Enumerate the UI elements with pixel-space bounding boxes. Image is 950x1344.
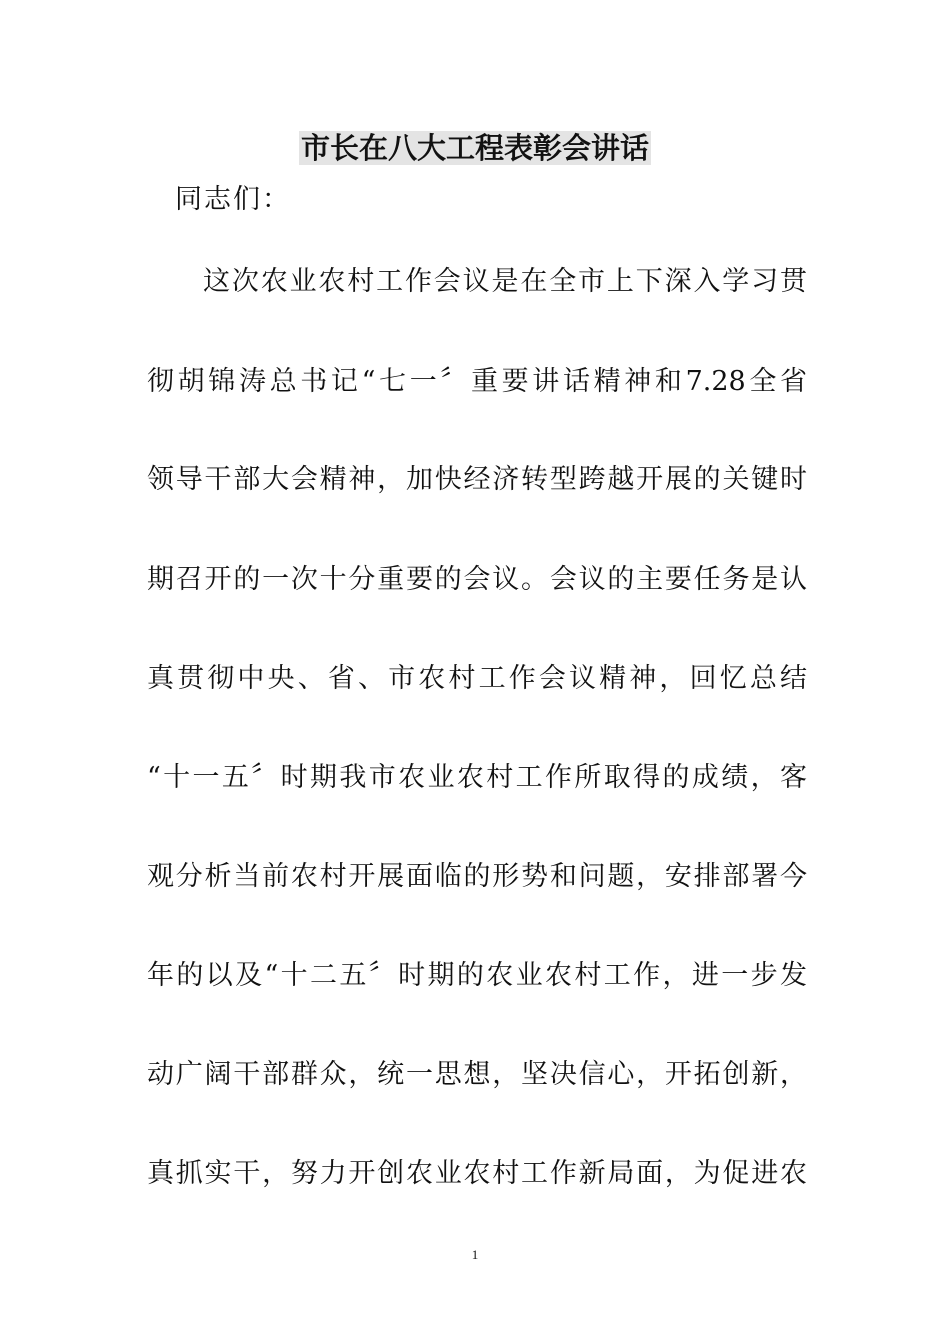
paragraph-line: “十一五〞时期我市农业农村工作所取得的成绩，客 [147, 762, 807, 793]
paragraph-line: 动广阔干部群众，统一思想，坚决信心，开拓创新， [147, 1059, 807, 1090]
paragraph-line: 年的以及“十二五〞时期的农业农村工作，进一步发 [147, 960, 807, 991]
salutation: 同志们： [175, 184, 291, 215]
document-title-text: 市长在八大工程表彰会讲话 [300, 131, 649, 165]
paragraph-line: 领导干部大会精神，加快经济转型跨越开展的关键时 [147, 464, 807, 495]
paragraph-line: 这次农业农村工作会议是在全市上下深入学习贯 [203, 266, 807, 297]
document-title [0, 128, 950, 168]
paragraph-line: 真贯彻中央、省、市农村工作会议精神，回忆总结 [147, 663, 807, 694]
paragraph-line: 期召开的一次十分重要的会议。会议的主要任务是认 [147, 564, 807, 595]
paragraph-line: 彻胡锦涛总书记“七一〞重要讲话精神和7.28全省 [147, 366, 807, 397]
paragraph-line: 真抓实干，努力开创农业农村工作新局面，为促进农 [147, 1158, 807, 1189]
paragraph-line: 观分析当前农村开展面临的形势和问题，安排部署今 [147, 861, 807, 892]
page-number: 1 [471, 1247, 479, 1262]
